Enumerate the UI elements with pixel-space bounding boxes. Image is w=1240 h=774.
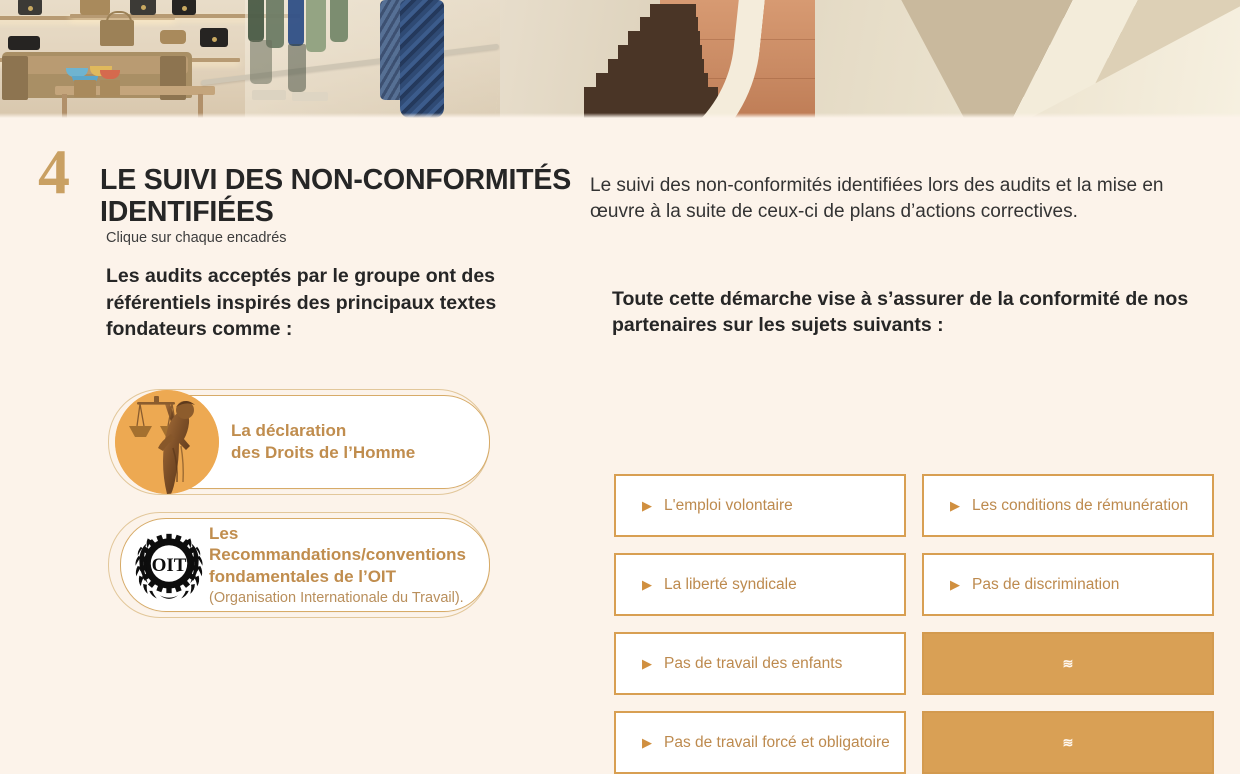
card-oit-text (209, 523, 489, 608)
page-title: LE SUIVI DES NON-CONFORMITÉS IDENTIFIÉES (100, 164, 572, 228)
placeholder-glyph-icon: ≋ (1062, 655, 1074, 671)
triangle-right-icon: ▶ (642, 656, 652, 671)
intro-paragraph: Le suivi des non-conformités identifiées lors des audits et la mise en œuvre à la suite de ceux-ci de plans d’actions correctives. (590, 175, 1164, 223)
subject-box-liberte-syndicale[interactable] (614, 553, 906, 616)
card-oit-line1: Les Recommandations/conventions (209, 523, 466, 565)
card-declaration-text (231, 420, 415, 464)
staircase-scene (500, 0, 1240, 118)
subject-box-label: Pas de travail des enfants (664, 654, 843, 672)
card-declaration-droits-de-l-homme[interactable] (120, 395, 490, 489)
triangle-right-icon: ▶ (950, 498, 960, 513)
subject-box-label: L'emploi volontaire (664, 496, 793, 514)
subject-box-pas-de-discrimination[interactable] (922, 553, 1214, 616)
hero-scene (0, 0, 1240, 118)
mannequin-dress (400, 0, 444, 118)
left-lead-text: Les audits acceptés par le groupe ont des référentiels inspirés des principaux textes fondateurs comme : (106, 265, 497, 341)
right-lead-text: Toute cette démarche vise à s’assurer de la conformité de nos partenaires sur les sujets suivants : (612, 287, 1189, 337)
subject-box-highlighted-2[interactable] (922, 711, 1214, 774)
oit-logo-icon (131, 527, 207, 603)
subject-box-label: Pas de discrimination (972, 575, 1120, 593)
click-hint-text: Clique sur chaque encadrés (106, 230, 287, 246)
card-declaration-line2: des Droits de l’Homme (231, 443, 416, 462)
subject-box-emploi-volontaire[interactable] (614, 474, 906, 537)
card-declaration-line1: La déclaration (231, 421, 347, 441)
card-recommandations-oit[interactable] (120, 518, 490, 612)
section-number: 4 (38, 136, 70, 207)
card-oit-line2: fondamentales de l’OIT (209, 567, 397, 587)
svg-text:OIT: OIT (151, 555, 187, 577)
triangle-right-icon: ▶ (950, 577, 960, 592)
hero-banner-image (0, 0, 1240, 118)
lady-justice-icon (115, 390, 219, 494)
subject-box-label: La liberté syndicale (664, 575, 797, 593)
placeholder-glyph-icon: ≋ (1062, 734, 1074, 750)
subject-box-pas-de-travail-force[interactable] (614, 711, 906, 774)
slide-content (0, 118, 1240, 751)
subject-box-pas-de-travail-des-enfants[interactable] (614, 632, 906, 695)
subject-box-highlighted-1[interactable] (922, 632, 1214, 695)
subject-box-label: Pas de travail forcé et obligatoire (664, 733, 890, 751)
triangle-right-icon: ▶ (642, 577, 652, 592)
triangle-right-icon: ▶ (642, 735, 652, 750)
subject-box-label: Les conditions de rémunération (972, 496, 1189, 514)
subject-box-conditions-remuneration[interactable] (922, 474, 1214, 537)
card-oit-subtitle: (Organisation Internationale du Travail). (209, 589, 464, 606)
triangle-right-icon: ▶ (642, 498, 652, 513)
